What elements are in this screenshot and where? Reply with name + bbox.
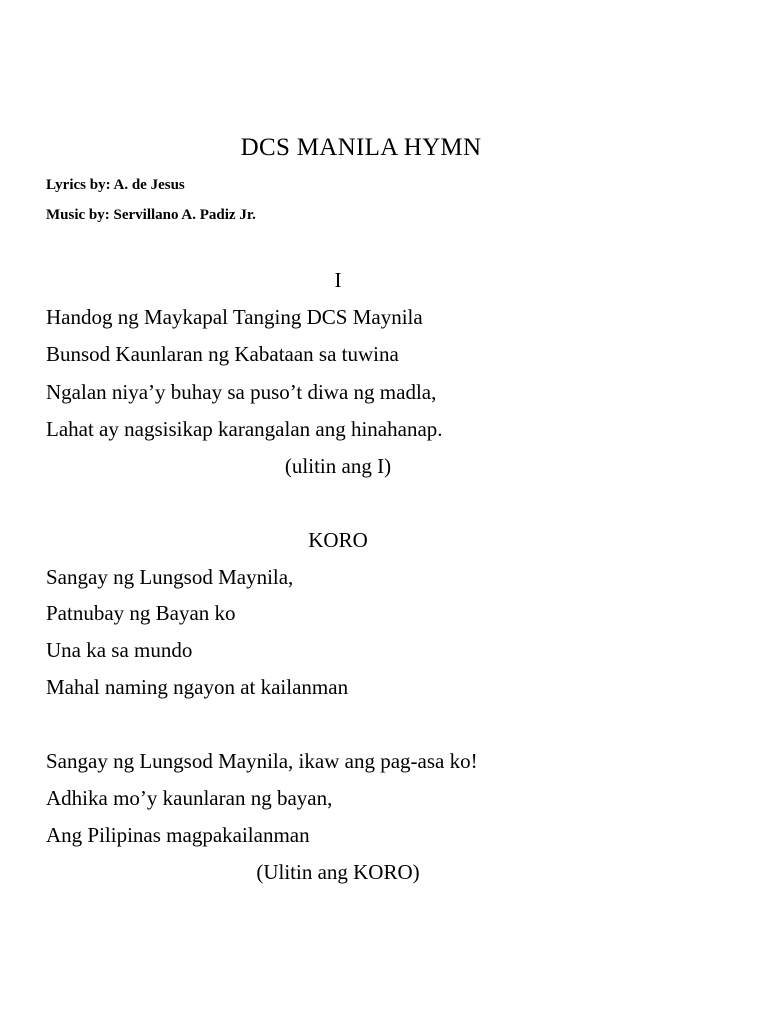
verse-2-line-2: Adhika mo’y kaunlaran ng bayan, xyxy=(46,786,333,810)
verse-1-line-2: Bunsod Kaunlaran ng Kabataan sa tuwina xyxy=(46,342,399,366)
verse-1-repeat-note: (ulitin ang I) xyxy=(284,454,392,478)
lyrics-credit: Lyrics by: A. de Jesus xyxy=(46,177,185,193)
chorus-line-4: Mahal naming ngayon at kailanman xyxy=(46,675,349,699)
verse-2-line-3: Ang Pilipinas magpakailanman xyxy=(46,823,310,847)
hymn-title: DCS MANILA HYMN xyxy=(240,134,482,161)
verse-1-line-3: Ngalan niya’y buhay sa puso’t diwa ng madla, xyxy=(46,380,437,404)
music-credit: Music by: Servillano A. Padiz Jr. xyxy=(46,207,256,223)
verse-1-heading: I xyxy=(334,268,342,292)
chorus-line-3: Una ka sa mundo xyxy=(46,638,193,662)
verse-1-line-1: Handog ng Maykapal Tanging DCS Maynila xyxy=(46,305,423,329)
verse-2-line-1: Sangay ng Lungsod Maynila, ikaw ang pag-asa ko! xyxy=(46,749,478,773)
verse-1-line-4: Lahat ay nagsisikap karangalan ang hinahanap. xyxy=(46,417,443,441)
chorus-heading: KORO xyxy=(308,528,368,552)
chorus-repeat-note: (Ulitin ang KORO) xyxy=(256,860,420,884)
chorus-line-1: Sangay ng Lungsod Maynila, xyxy=(46,565,294,589)
chorus-line-2: Patnubay ng Bayan ko xyxy=(46,601,236,625)
